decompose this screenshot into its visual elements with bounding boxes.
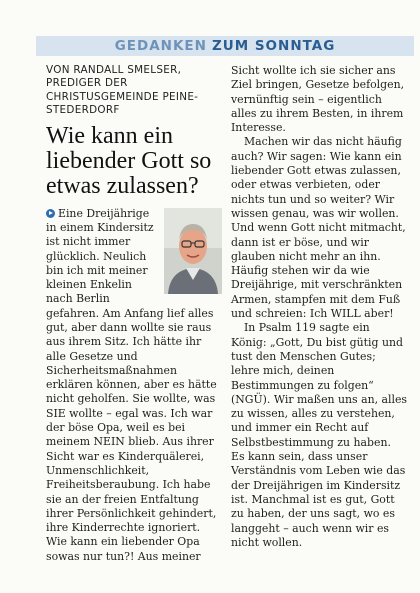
left-body <box>46 207 222 564</box>
article-headline: Wie kann ein liebender Gott so etwas zulassen? <box>46 122 212 199</box>
right-paragraph-3: In Psalm 119 sagte ein König: „Gott, Du bist gütig und tust den Menschen Gutes; lehre mich, deinen Bestimmungen zu folgen“ (NGÜ). Wir maßen uns an, alles zu wissen, alles zu verstehen, und immer ein Recht auf Selbstbestimmung zu haben. Es kann sein, dass unser Verständnis vom Leben wie das der Dreijährigen im Kindersitz ist. Manchmal ist es gut, Gott zu haben, der uns sagt, wo es langgeht – auch wenn wir es nicht wollen. <box>231 321 407 549</box>
right-paragraph-1: Sicht wollte ich sie sicher ans Ziel bringen, Gesetze befolgen, vernünftig sein – eigentlich alles zu ihrem Besten, in ihrem Interesse. <box>231 64 405 135</box>
author-line-3: CHRISTUSGEMEINDE PEINE- <box>46 90 199 103</box>
author-line-1: VON RANDALL SMELSER, <box>46 64 182 76</box>
author-portrait <box>164 208 222 294</box>
section-kicker-gedanken: GEDANKEN <box>114 38 207 54</box>
portrait-illustration <box>164 208 222 294</box>
left-paragraph-1: Eine Dreijährige in einem Kindersitz ist nicht immer glücklich. Neulich bin ich mit meiner kleinen Enkelin nach Berlin gefahren. Am Anfang lief alles gut, aber dann wollte sie raus aus ihrem Sitz. Ich hätte ihr alle Gesetze und Sicherheitsmaßnahmen erklären können, aber es hätte nicht geholfen. Sie wollte, was SIE wollte – egal was. Ich war der böse Opa, weil es bei meinem NEIN blieb. Aus ihrer Sicht war es Kinderquälerei, Unmenschlichkeit, Freiheitsberaubung. Ich habe sie an der freien Entfaltung ihrer Persönlichkeit gehindert, ihre Kinderrechte ignoriert. Wie kann ein liebender Opa sowas nur tun?! Aus meiner <box>46 206 217 563</box>
author-byline <box>46 64 222 118</box>
section-header <box>36 36 414 56</box>
play-bullet-icon <box>46 209 55 218</box>
right-paragraph-2: Machen wir das nicht häufig auch? Wir sagen: Wie kann ein liebender Gott etwas zulassen, oder etwas verbieten, oder nichts tun und so weiter? Wir wissen genau, was wir wollen. Und wenn Gott nicht mitmacht, dann ist er böse, und wir glauben nicht mehr an ihn. Häufig stehen wir da wie Dreijährige, mit verschränkten Armen, stampfen mit dem Fuß und schreien: Ich WILL aber! <box>231 135 406 321</box>
left-column <box>46 64 222 564</box>
section-kicker-zum-sonntag: ZUM SONNTAG <box>211 38 336 54</box>
right-column <box>231 64 407 550</box>
author-line-2: PREDIGER DER <box>46 77 128 90</box>
author-line-4: STEDERDORF <box>46 104 120 117</box>
